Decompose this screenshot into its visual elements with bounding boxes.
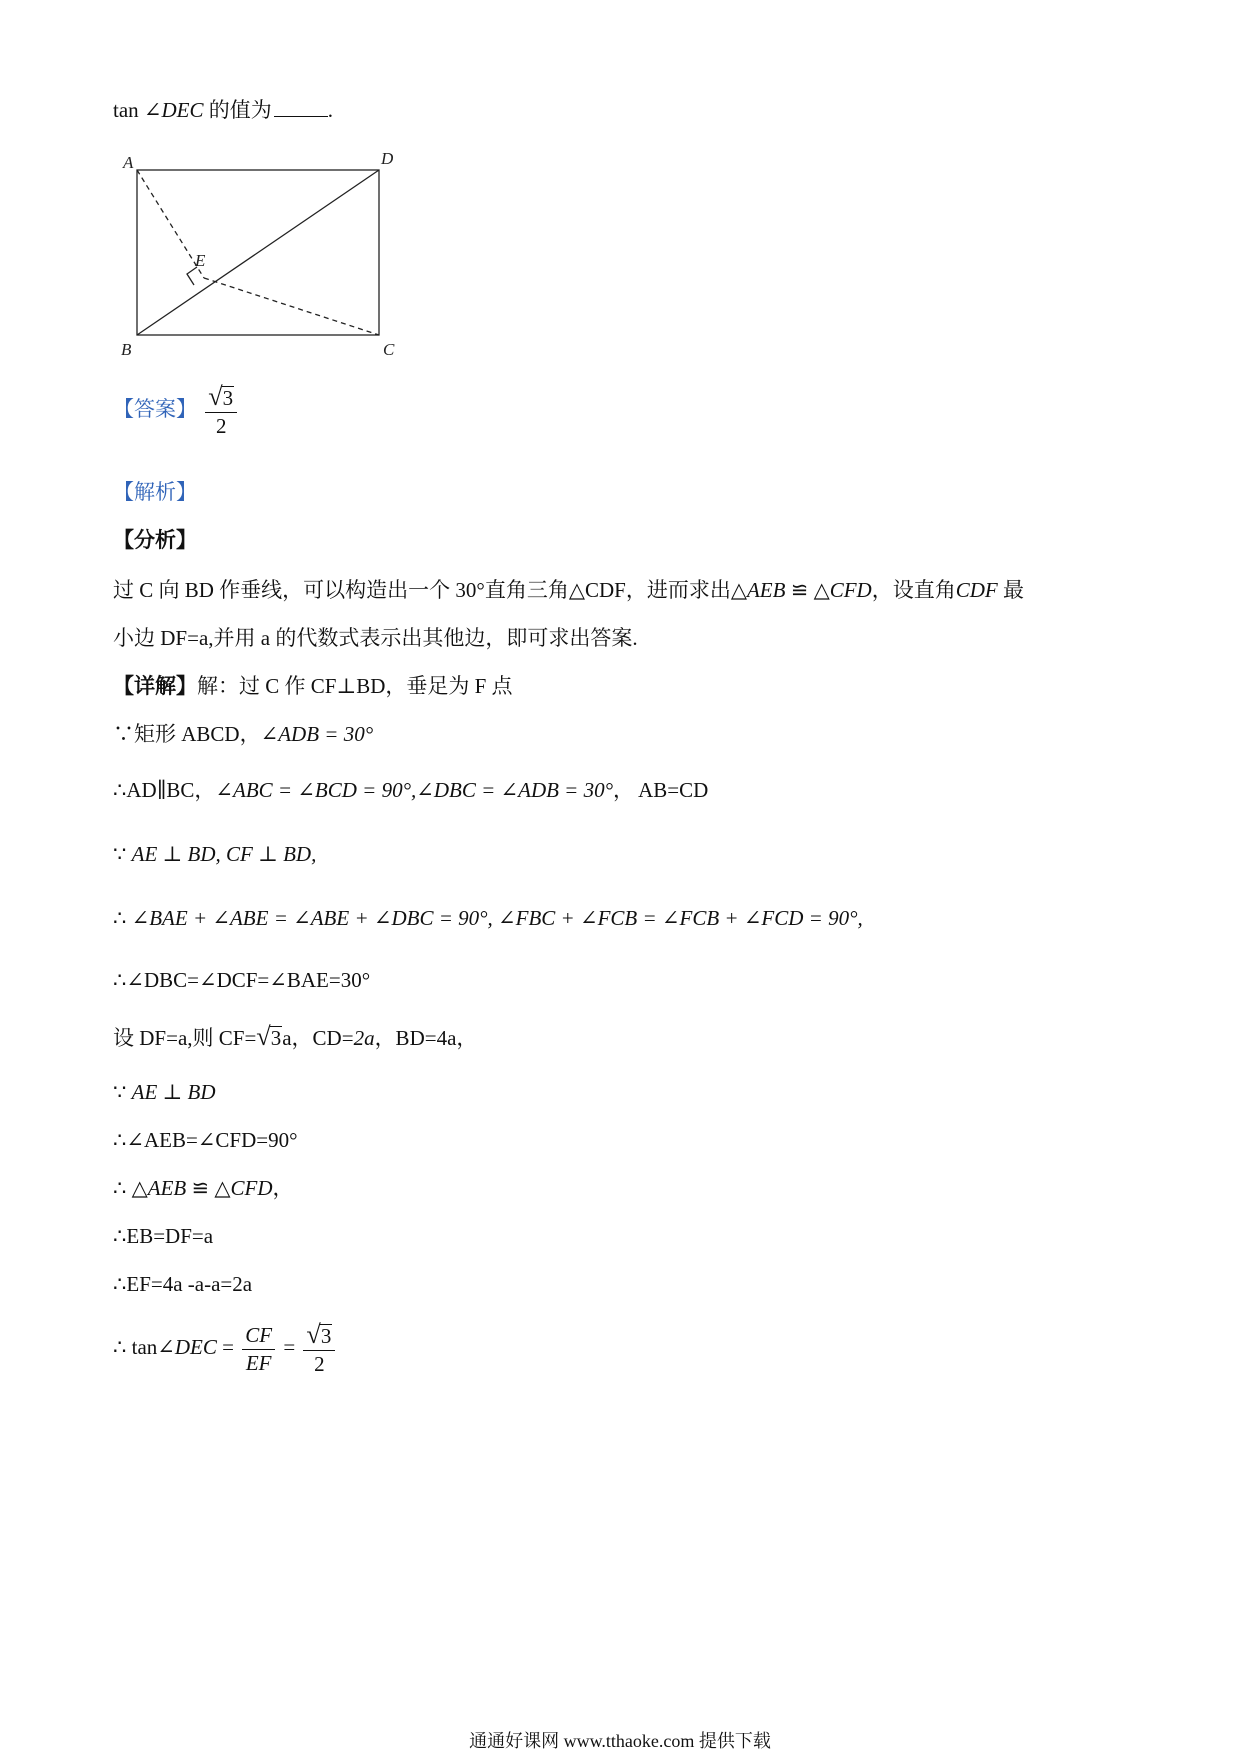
step-12-result-radicand: 3	[320, 1324, 332, 1349]
congruent-symbol: ≌ △	[785, 578, 830, 602]
step-11: ∴EF=4a -a-a=2a	[113, 1272, 253, 1296]
step-6-radicand: 3	[270, 1026, 282, 1051]
step-6-sqrt: √ 3	[256, 1022, 282, 1051]
label-e: E	[195, 251, 206, 270]
jiexi-label: 【解析】	[113, 480, 197, 504]
step-12-result-denominator: 2	[314, 1352, 325, 1377]
answer-radicand: 3	[222, 386, 234, 411]
analysis-line-2: 小边 DF=a,并用 a 的代数式表示出其他边，即可求出答案.	[113, 626, 638, 650]
step-3-formula: AE ⊥ BD, CF ⊥ BD,	[131, 842, 317, 866]
step-12-angle: ∠DEC	[157, 1334, 217, 1359]
answer-denominator: 2	[215, 414, 227, 439]
step-9-aeb: AEB	[147, 1176, 187, 1200]
label-b: B	[121, 340, 132, 358]
angle-name: DEC	[161, 98, 204, 122]
label-d: D	[381, 149, 394, 168]
step-12	[113, 1322, 338, 1376]
step-2-tail: ， AB=CD	[613, 778, 709, 802]
triangle-cdf: CDF	[955, 578, 998, 602]
step-9-therefore: ∴ △	[113, 1176, 148, 1200]
detail-label: 【详解】	[113, 674, 197, 698]
analysis-text-f: ，设直角	[871, 578, 956, 602]
step-1-formula: ∠ADB = 30°	[260, 722, 374, 746]
segment-ec	[204, 278, 379, 335]
step-3-because: ∵	[113, 842, 132, 866]
step-7-formula: AE ⊥ BD	[131, 1080, 216, 1104]
fenxi-label: 【分析】	[113, 528, 197, 552]
step-12-numerator: CF	[242, 1324, 275, 1350]
triangle-aeb: AEB	[746, 578, 786, 602]
step-9-congruent: ≌ △	[186, 1176, 231, 1200]
step-6-text: 设 DF=a,则 CF=	[113, 1026, 257, 1050]
step-4	[113, 906, 863, 931]
step-12-fraction	[242, 1324, 275, 1375]
step-1	[113, 722, 373, 747]
step-6-text-b: a，CD=	[282, 1026, 354, 1050]
tan-text: tan	[113, 98, 139, 122]
step-1-text: ∵矩形 ABCD，	[113, 722, 261, 746]
step-8: ∴∠AEB=∠CFD=90°	[113, 1128, 298, 1152]
step-12-denominator: EF	[245, 1350, 272, 1375]
segment-ae	[137, 170, 204, 278]
step-3	[113, 842, 316, 867]
analysis-text-h: 最	[997, 578, 1024, 602]
step-9-tail: ，	[272, 1176, 294, 1200]
answer-fraction: √ 3 2	[205, 384, 237, 438]
step-6	[113, 1024, 477, 1051]
rectangle-figure	[113, 148, 433, 358]
step-6-cd: 2a	[353, 1026, 375, 1050]
page-footer: 通通好课网 www.tthaoke.com 提供下载	[469, 1731, 771, 1751]
question-tail: tan ∠DEC 的值为 .	[113, 98, 334, 122]
detail-intro-text: 解：过 C 作 CF⊥BD，垂足为 F 点	[197, 674, 513, 698]
step-4-formula: ∠BAE + ∠ABE = ∠ABE + ∠DBC = 90°, ∠FBC + ∠FCB = ∠FCB + ∠FCD = 90°,	[131, 906, 863, 930]
step-12-equals-2: =	[283, 1334, 296, 1359]
step-9	[113, 1176, 294, 1201]
step-7-because: ∵	[113, 1080, 132, 1104]
step-12-result: √ 3 2	[303, 1322, 335, 1376]
answer-label: 【答案】	[113, 396, 197, 421]
step-4-therefore: ∴	[113, 906, 132, 930]
question-suffix: 的值为	[208, 98, 272, 122]
step-9-cfd: CFD	[230, 1176, 273, 1200]
step-12-equals: =	[222, 1334, 234, 1359]
step-7	[113, 1080, 216, 1105]
step-2-text: ∴AD∥BC，	[113, 778, 216, 802]
label-a: A	[123, 153, 134, 172]
detail-intro	[113, 674, 513, 699]
step-2	[113, 778, 708, 803]
answer-line	[113, 384, 240, 438]
step-10: ∴EB=DF=a	[113, 1224, 214, 1248]
answer-blank	[274, 96, 328, 117]
step-12-tan: ∴ tan	[113, 1334, 158, 1359]
step-6-text-d: ，BD=4a，	[374, 1026, 478, 1050]
label-c: C	[383, 340, 395, 358]
analysis-line-1	[113, 578, 1024, 603]
step-5: ∴∠DBC=∠DCF=∠BAE=30°	[113, 968, 371, 992]
diagonal-bd	[137, 170, 379, 335]
analysis-text-a: 过 C 向 BD 作垂线，可以构造出一个 30°直角三角△CDF，进而求出	[113, 578, 731, 602]
triangle-symbol: △	[730, 578, 747, 602]
triangle-cfd: CFD	[829, 578, 872, 602]
step-2-formula: ∠ABC = ∠BCD = 90°,∠DBC = ∠ADB = 30°	[215, 778, 614, 802]
angle-symbol: ∠	[143, 98, 162, 122]
